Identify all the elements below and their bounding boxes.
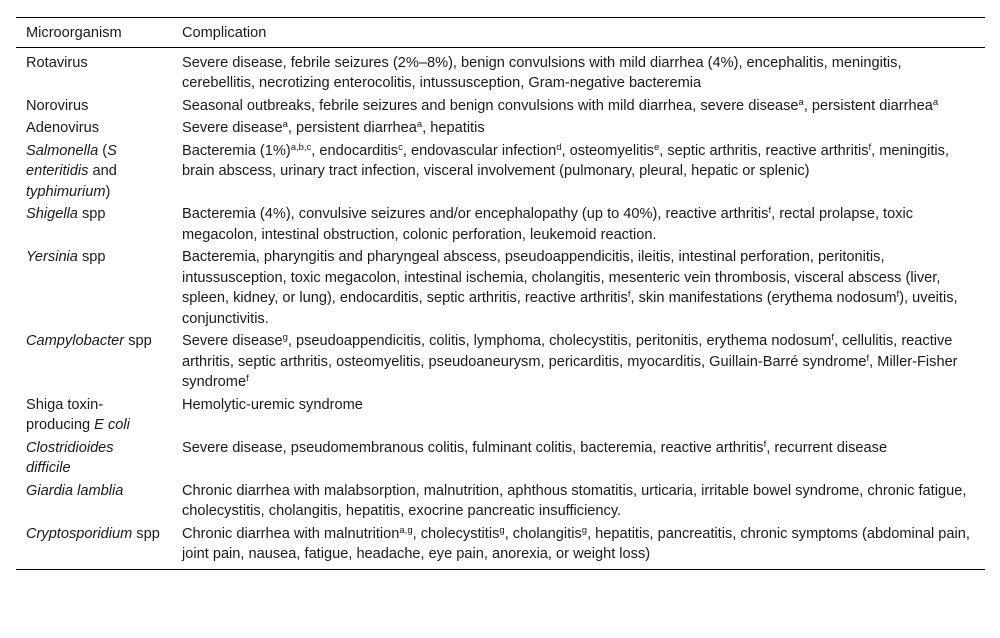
italic-text: typhimurium (26, 183, 106, 200)
footnote-marker: a (932, 96, 939, 108)
text-segment: , rectal prolapse, toxic megacolon, intestinal obstruction, colonic perforation, leukemoid reaction. (182, 206, 914, 243)
italic-text: Campylobacter (26, 333, 125, 349)
text-segment: , endovascular infection (402, 142, 557, 159)
complication-cell (172, 47, 985, 95)
text-segment: , endocarditis (311, 142, 399, 159)
text-segment: spp (77, 249, 106, 265)
text-segment: Seasonal outbreaks, febrile seizures and benign convulsions with mild diarrhea, severe disease (182, 97, 799, 114)
footnote-marker: g (282, 332, 288, 343)
microorganism-cell (16, 394, 172, 437)
complications-table (16, 17, 985, 570)
text-segment: , hepatitis, pancreatitis, chronic symptoms (abdominal pain, joint pain, nausea, fatigue, headache, eye pain, anorexia, or weight loss) (182, 525, 970, 562)
italic-text: Salmonella (26, 142, 99, 159)
footnote-marker: d (556, 141, 562, 153)
microorganism-cell (16, 480, 172, 523)
italic-text: Cryptosporidium (26, 525, 133, 542)
text-segment: spp (124, 333, 152, 349)
text-segment: Severe disease, febrile seizures (2%–8%), benign convulsions with mild diarrhea (4%), encephalitis, meningitis, cerebellitis, necrotizing enterocolitis, intussusception, Gram-negative bacteremia (182, 54, 902, 91)
table-row (16, 246, 985, 330)
text-segment: , meningitis, brain abscess, urinary tract infection, visceral involvement (pulmonary, pleural, hepatic or splenic) (182, 142, 950, 179)
complication-cell (172, 203, 985, 246)
text-segment: Severe disease (182, 120, 283, 136)
text-segment: Severe disease, pseudomembranous colitis, fulminant colitis, bacteremia, reactive arthritis (182, 439, 764, 456)
table-row (16, 140, 985, 204)
text-segment: Bacteremia (4%), convulsive seizures and/or encephalopathy (up to 40%), reactive arthritis (182, 206, 769, 222)
text-segment: ) (105, 183, 111, 200)
header-microorganism: Microorganism (26, 25, 122, 41)
complication-cell (172, 437, 985, 480)
footnote-marker: e (653, 141, 660, 153)
italic-text: Yersinia (26, 249, 78, 265)
italic-text: S enteritidis (26, 142, 117, 179)
text-segment: Adenovirus (26, 120, 100, 136)
text-segment: , persistent diarrhea (287, 120, 417, 136)
text-segment: , hepatitis (422, 120, 485, 136)
text-segment: and (88, 163, 117, 179)
text-segment: spp (132, 525, 160, 542)
microorganism-cell (16, 47, 172, 95)
text-segment: , persistent diarrhea (803, 97, 933, 114)
text-segment: , cholecystitis (412, 525, 500, 542)
complication-cell (172, 523, 985, 570)
italic-text: Clostridioides difficile (26, 439, 114, 476)
complication-cell (172, 140, 985, 204)
footnote-marker: g (499, 524, 505, 536)
text-segment: , cellulitis, reactive arthritis, septic arthritis, osteomyelitis, pseudoaneurysm, pericarditis, myocarditis, Guillain-Barré syndrome (182, 333, 953, 370)
footnote-marker: f (246, 373, 249, 384)
microorganism-cell (16, 330, 172, 394)
footnote-marker: f (896, 289, 900, 300)
text-segment: , Miller-Fisher syndrome (182, 353, 958, 390)
complication-cell (172, 117, 985, 140)
table-row (16, 47, 985, 95)
header-complication: Complication (182, 25, 267, 41)
microorganism-cell (16, 95, 172, 118)
text-segment: , pseudoappendicitis, colitis, lymphoma, cholecystitis, peritonitis, erythema nodosum (287, 333, 832, 349)
text-segment: Chronic diarrhea with malnutrition (182, 525, 400, 542)
footnote-marker: f (768, 205, 772, 216)
table-container (16, 17, 985, 570)
table-row (16, 95, 985, 118)
text-segment: ), uveitis, conjunctivitis. (182, 290, 958, 327)
text-segment: , skin manifestations (erythema nodosum (630, 290, 897, 306)
text-segment: Rotavirus (26, 54, 88, 71)
complication-cell (172, 246, 985, 330)
italic-text: E coli (94, 417, 130, 433)
footnote-marker: f (866, 352, 870, 364)
complication-cell (172, 394, 985, 437)
footnote-marker: c (398, 141, 403, 153)
table-row (16, 437, 985, 480)
microorganism-cell (16, 140, 172, 204)
footnote-marker: a (416, 119, 423, 130)
text-segment: spp (77, 206, 106, 222)
table-row (16, 203, 985, 246)
text-segment: , cholangitis (504, 525, 582, 542)
table-row (16, 330, 985, 394)
footnote-marker: a,b,c (290, 141, 312, 153)
text-segment: , osteomyelitis (561, 142, 654, 159)
text-segment: ( (98, 142, 108, 159)
footnote-marker: f (831, 332, 835, 343)
complication-cell (172, 480, 985, 523)
footnote-marker: f (763, 438, 767, 450)
text-segment: Norovirus (26, 97, 89, 114)
complication-cell (172, 95, 985, 118)
table-header-row (16, 18, 985, 48)
footnote-marker: a (282, 119, 288, 130)
text-segment: Chronic diarrhea with malabsorption, malnutrition, aphthous stomatitis, urticaria, irritable bowel syndrome, chronic fatigue, cholecystitis, cholangitis, hepatitis, exocrine pancreatic insufficiency. (182, 482, 967, 519)
microorganism-cell (16, 246, 172, 330)
complication-cell (172, 330, 985, 394)
italic-text: Giardia lamblia (26, 482, 124, 499)
table-row (16, 394, 985, 437)
footnote-marker: a,g (399, 524, 413, 536)
table-row (16, 117, 985, 140)
table-row (16, 480, 985, 523)
text-segment: Bacteremia, pharyngitis and pharyngeal abscess, pseudoappendicitis, ileitis, intestinal perforation, peritonitis, intussusception, toxic megacolon, intestinal ischemia, cholangitis, mesenteric vein thrombosis, visceral abscess (liver, spleen, kidney, or lung), endocarditis, septic arthritis, reactive arthritis (182, 249, 941, 306)
italic-text: Shigella (26, 206, 78, 222)
text-segment: , septic arthritis, reactive arthritis (659, 142, 869, 159)
footnote-marker: a (798, 96, 804, 108)
footnote-marker: f (627, 289, 631, 300)
table-body (16, 47, 985, 569)
footnote-marker: f (868, 141, 872, 153)
text-segment: Shiga toxin-producing (26, 396, 104, 433)
microorganism-cell (16, 523, 172, 570)
footnote-marker: g (581, 524, 588, 536)
microorganism-cell (16, 203, 172, 246)
text-segment: Bacteremia (1%) (182, 142, 291, 159)
table-row (16, 523, 985, 570)
microorganism-cell (16, 437, 172, 480)
text-segment: Severe disease (182, 333, 283, 349)
text-segment: Hemolytic-uremic syndrome (182, 396, 363, 413)
text-segment: , recurrent disease (766, 439, 888, 456)
microorganism-cell (16, 117, 172, 140)
